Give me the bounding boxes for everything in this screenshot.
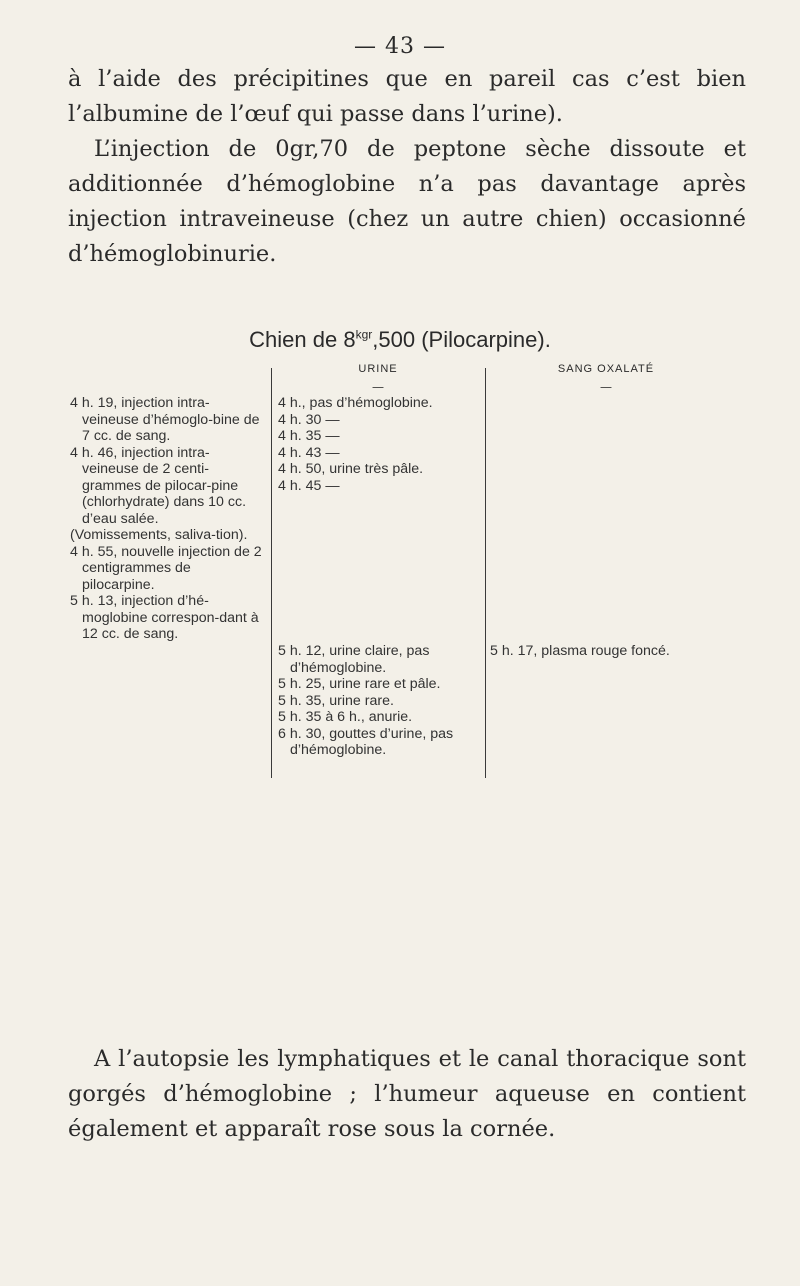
conclusion-paragraph: A l’autopsie les lymphatiques et le canal thoracique sont gorgés d’hémoglobine ; l’humeur aqueuse en contient également et apparaît rose sous la cornée. [68, 1046, 746, 1142]
intro-paragraph-1: à l’aide des précipitines que en pareil cas c’est bien l’albumine de l’œuf qui passe dans l’urine). [68, 66, 746, 127]
header-sang-dash: — [600, 380, 612, 394]
left-entry: (Vomissements, saliva-tion). [70, 527, 248, 543]
left-entry: 4 h. 19, injection intra-veineuse d’hémoglo-bine de 7 cc. de sang. [70, 395, 260, 444]
urine-entry: 4 h., pas d’hémoglobine. [278, 395, 433, 411]
urine-entry: 5 h. 25, urine rare et pâle. [278, 676, 441, 692]
urine-entry: 5 h. 12, urine claire, pas d’hémoglobine. [278, 643, 430, 676]
urine-entry: 5 h. 35 à 6 h., anurie. [278, 709, 413, 725]
urine-entry: 4 h. 30 — [278, 411, 340, 428]
urine-entry: 4 h. 35 — [278, 428, 340, 444]
urine-entry: 5 h. 35, urine rare. [278, 692, 394, 709]
caption-post: ,500 (Pilocarpine). [372, 327, 551, 352]
column-rule-2 [485, 368, 486, 778]
urine-column-block-2 [278, 643, 482, 759]
urine-entry: 4 h. 50, urine très pâle. [278, 461, 424, 477]
left-column [70, 395, 266, 643]
column-rule-1 [271, 368, 272, 778]
urine-entry: 4 h. 43 — [278, 444, 340, 461]
table-caption [0, 327, 800, 353]
caption-sup: kgr [355, 327, 373, 342]
header-urine: URINE [358, 363, 398, 375]
sang-column [490, 643, 726, 660]
left-entry: 4 h. 55, nouvelle injection de 2 centigrammes de pilocarpine. [70, 543, 262, 593]
header-sang-oxalate: SANG OXALATÉ [557, 363, 655, 375]
urine-column-block-1 [278, 395, 482, 494]
intro-paragraph-2: L’injection de 0gr,70 de peptone sèche dissoute et additionnée d’hémoglobine n’a pas davantage après injection intraveineuse (chez un autre chien) occasionné d’hémoglobinurie. [68, 136, 746, 267]
sang-entry: 5 h. 17, plasma rouge foncé. [490, 643, 670, 659]
urine-entry: 4 h. 45 — [278, 477, 340, 494]
left-entry: 5 h. 13, injection d’hé-moglobine correspon-dant à 12 cc. de sang. [70, 593, 259, 642]
header-urine-dash: — [372, 380, 384, 394]
caption-pre: Chien de 8 [249, 327, 356, 352]
page-number: — 43 — [354, 34, 446, 59]
urine-entry: 6 h. 30, gouttes d’urine, pas d’hémoglobine. [278, 725, 454, 758]
left-entry: 4 h. 46, injection intra-veineuse de 2 centi-grammes de pilocar-pine (chlorhydrate) dans 10 cc. d’eau salée. [70, 444, 247, 527]
